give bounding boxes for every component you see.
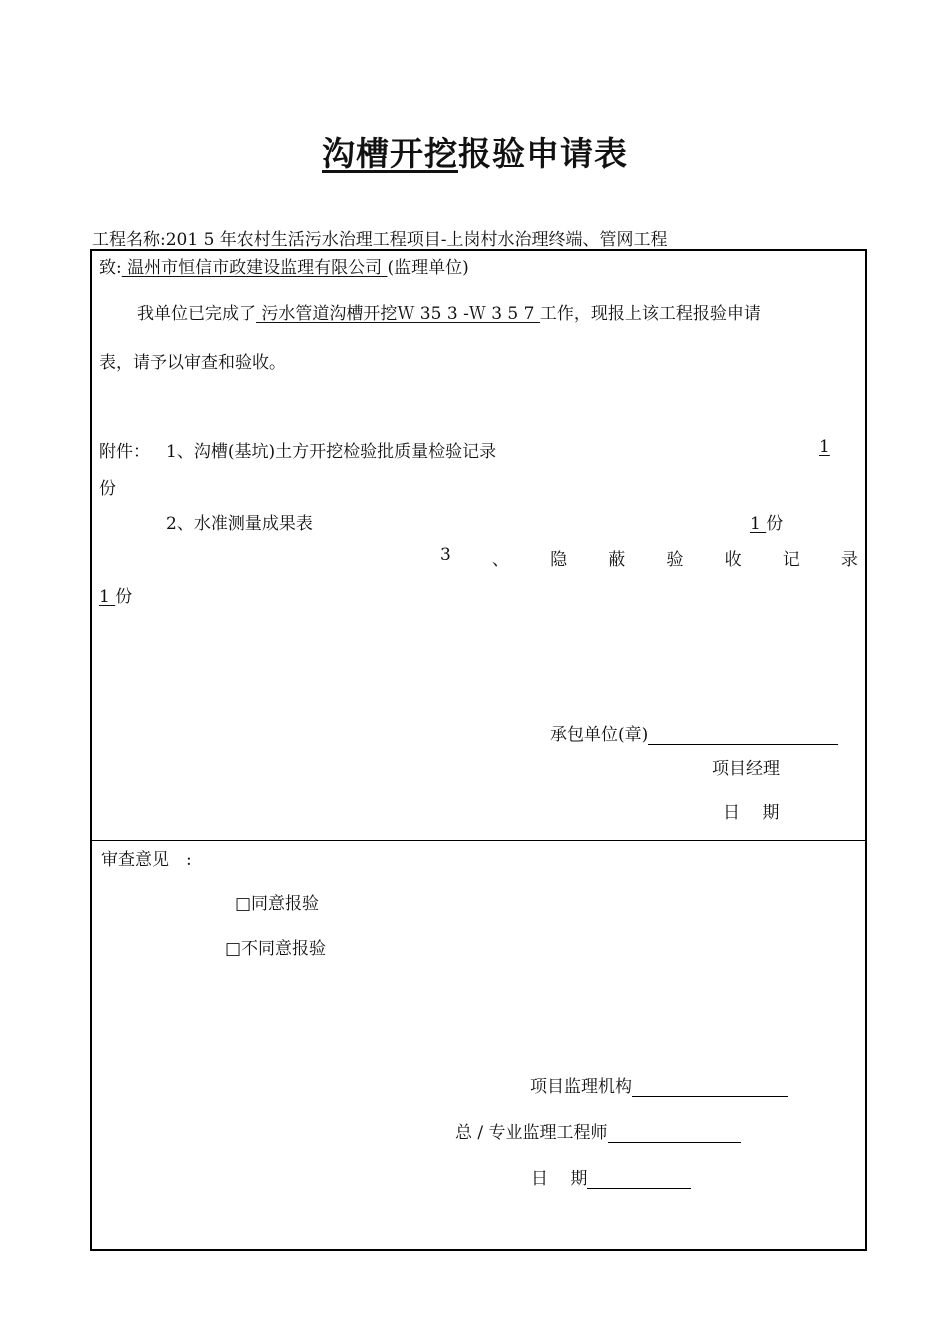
contractor-seal-line — [550, 720, 838, 745]
supervision-org-blank[interactable] — [632, 1080, 788, 1097]
contractor-seal-label: 承包单位(章) — [550, 725, 649, 745]
supervision-org-label: 项目监理机构 — [530, 1077, 632, 1097]
attachment-item-3-char: 验 — [666, 550, 684, 570]
request-line: 表，请予以审查和验收。 — [99, 353, 286, 373]
attachment-item-3-unit: 份 — [115, 587, 133, 607]
contractor-date-label: 日 期 — [723, 803, 780, 823]
supervision-unit-name: 温州市恒信市政建设监理有限公司 — [121, 258, 388, 278]
attachment-item-1-unit: 份 — [99, 479, 116, 499]
attachment-item-3 — [440, 545, 858, 570]
supervising-engineer-label: 总 / 专业监理工程师 — [455, 1123, 608, 1143]
review-date-label: 日 期 — [531, 1169, 588, 1189]
form-frame — [90, 249, 867, 1251]
completed-prefix: 我单位已完成了 — [137, 304, 256, 324]
attachment-item-1-count: 1 — [819, 437, 830, 457]
attachment-item-2-unit: 份 — [766, 514, 784, 534]
attachment-item-3-char: 记 — [782, 550, 800, 570]
supervision-org-line — [530, 1072, 788, 1097]
attachments-label: 附件： — [99, 442, 150, 462]
option-agree[interactable]: □同意报验 — [235, 894, 320, 914]
attachment-item-3-count: 1 — [99, 587, 116, 607]
completed-suffix: 工作，现报上该工程报验申请 — [539, 304, 761, 324]
attachment-item-2-count: 1 — [750, 514, 767, 534]
project-name-line — [92, 225, 668, 250]
attachment-item-3-count-line — [99, 582, 132, 607]
project-value: 201 5 年农村生活污水治理工程项目-上岗村水治理终端、管网工程 — [165, 230, 668, 250]
title-rest: 报验申请表 — [458, 134, 628, 173]
supervising-engineer-blank[interactable] — [608, 1126, 741, 1143]
page-title — [0, 128, 950, 175]
title-underlined: 沟槽开挖 — [322, 134, 458, 173]
attachment-item-3-char: 隐 — [550, 550, 568, 570]
completed-work-line — [137, 299, 761, 324]
addressee-prefix: 致: — [99, 258, 122, 278]
attachment-item-3-char: 蔽 — [608, 550, 626, 570]
attachment-item-3-char: 收 — [724, 550, 742, 570]
attachment-item-1: 1、沟槽(基坑)土方开挖检验批质量检验记录 — [166, 442, 497, 462]
review-opinion-label: 审查意见 : — [101, 850, 192, 870]
completed-work: 污水管道沟槽开挖Ｗ 35 3 -Ｗ 3 5 7 — [256, 304, 540, 324]
addressee-suffix: (监理单位) — [387, 258, 469, 278]
attachment-item-3-char: 3 — [440, 545, 451, 565]
contractor-seal-blank[interactable] — [648, 728, 838, 745]
option-disagree[interactable]: □不同意报验 — [225, 939, 327, 959]
addressee-line — [99, 253, 469, 278]
project-manager-label: 项目经理 — [712, 759, 780, 779]
attachment-item-2-count-line — [750, 509, 783, 534]
review-date-line — [531, 1164, 691, 1189]
attachment-item-3-char: 录 — [840, 550, 858, 570]
project-label: 工程名称: — [92, 230, 166, 250]
review-date-blank[interactable] — [587, 1172, 691, 1189]
supervising-engineer-line — [455, 1118, 741, 1143]
section-divider — [90, 840, 867, 841]
attachment-item-2: 2、水准测量成果表 — [166, 514, 313, 534]
attachment-item-3-char: 、 — [491, 550, 509, 570]
